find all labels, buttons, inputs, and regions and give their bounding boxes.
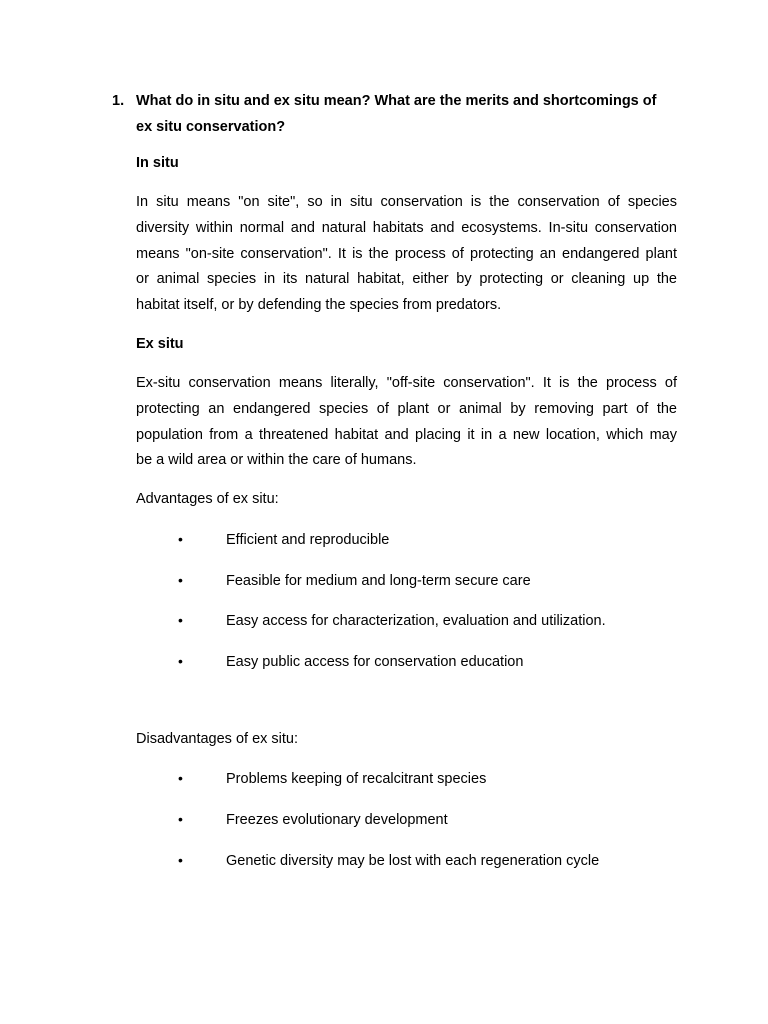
bullet-icon: •: [178, 852, 183, 868]
question-heading: [112, 88, 682, 140]
list-item-text: Genetic diversity may be lost with each regeneration cycle: [226, 853, 600, 869]
bullet-icon: •: [178, 770, 183, 786]
paragraph-line: means "on-site conservation". It is the process of protecting an endangered plant: [136, 245, 677, 262]
list-item-text: Feasible for medium and long-term secure care: [226, 573, 531, 589]
list-item-text: Efficient and reproducible: [226, 532, 390, 548]
bullet-icon: •: [178, 572, 183, 588]
bullet-icon: •: [178, 653, 183, 669]
paragraph-line: In situ means "on site", so in situ conservation is the conservation of species: [136, 194, 677, 210]
list-item-text: Problems keeping of recalcitrant species: [226, 771, 487, 787]
bullet-icon: •: [178, 811, 183, 827]
list-item: [178, 529, 389, 550]
list-item: [178, 651, 523, 672]
question-line-1: What do in situ and ex situ mean? What are the merits and shortcomings of: [136, 93, 657, 109]
list-item: [178, 610, 606, 631]
bullet-icon: •: [178, 531, 183, 547]
list-item-text: Easy access for characterization, evaluation and utilization.: [226, 613, 606, 629]
question-number: 1.: [112, 93, 125, 109]
paragraph-line: be a wild area or within the care of humans.: [136, 452, 417, 469]
paragraph-line: protecting an endangered species of plant or animal by removing part of the: [136, 400, 677, 417]
paragraph-line: or animal species in its natural habitat, either by protecting or cleaning up the: [136, 271, 677, 288]
paragraph-line: population from a threatened habitat and placing it in a new location, which may: [136, 426, 677, 443]
list-item: [178, 850, 599, 871]
paragraph-line: habitat itself, or by defending the species from predators.: [136, 297, 502, 314]
question-line-2: ex situ conservation?: [136, 119, 286, 135]
list-item-text: Easy public access for conservation education: [226, 654, 524, 670]
bullet-icon: •: [178, 612, 183, 628]
list-item: [178, 768, 486, 789]
list-item-text: Freezes evolutionary development: [226, 812, 448, 828]
list-item: [178, 809, 448, 830]
list-item: [178, 570, 531, 591]
advantages-label: Advantages of ex situ:: [136, 491, 279, 507]
in-situ-paragraph: [136, 190, 677, 319]
disadvantages-label: Disadvantages of ex situ:: [136, 731, 299, 747]
ex-situ-heading: Ex situ: [136, 336, 184, 352]
paragraph-line: Ex-situ conservation means literally, "off-site conservation". It is the process of: [136, 375, 677, 391]
paragraph-line: diversity within normal and natural habitats and ecosystems. In-situ conservation: [136, 219, 677, 236]
in-situ-heading: In situ: [136, 155, 179, 171]
ex-situ-paragraph: [136, 371, 677, 474]
